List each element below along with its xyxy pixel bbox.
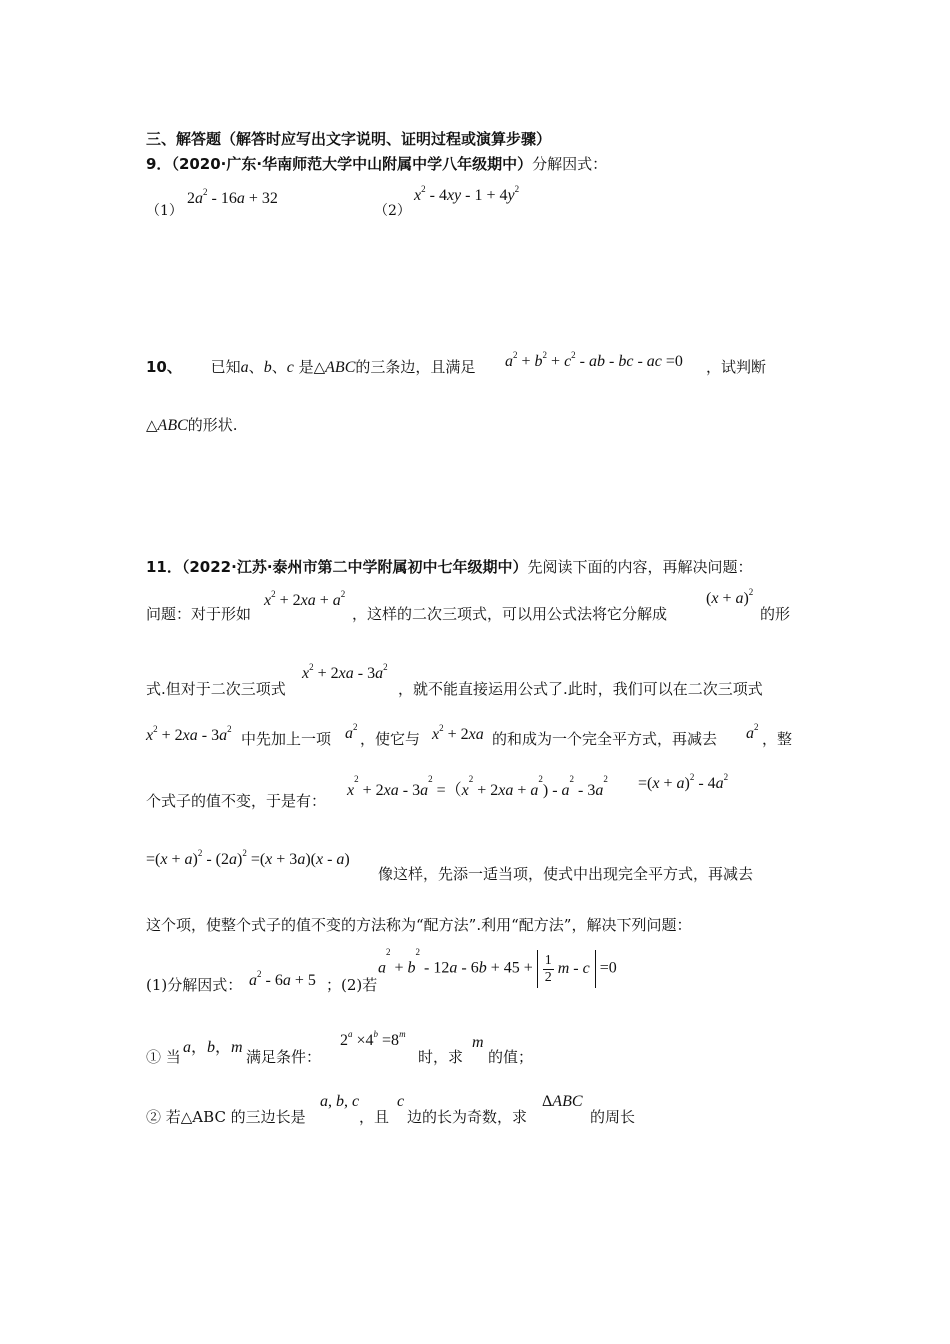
q11-line5-a: 像这样，先添一适当项，使式中出现完全平方式，再减去 bbox=[378, 865, 754, 883]
q11-case2-c-var: c bbox=[397, 1093, 405, 1110]
q11-part1-b: ；(2)若 bbox=[326, 976, 378, 994]
q11-case2-c: 边的长为奇数，求 bbox=[407, 1108, 528, 1126]
q9-part1-expression: $2a^2 - 16a + 32$ bbox=[187, 187, 278, 207]
absolute-value-bars: $\frac{1}{2}$ m - c bbox=[537, 950, 596, 988]
q11-part1-expression: $a^2 - 6a + 5$ bbox=[249, 969, 316, 989]
q11-case2-d: 的周长 bbox=[590, 1108, 636, 1126]
q11-case1-b: 满足条件： bbox=[246, 1048, 322, 1066]
q11-case1-d: 的值； bbox=[488, 1048, 534, 1066]
q11-case1-equation: $2^a \times 4^b =8^m$ bbox=[340, 1029, 406, 1049]
question-9-header bbox=[146, 153, 607, 174]
q11-case2-sides: a, b, c bbox=[320, 1093, 360, 1110]
q11-line1-c: 的形 bbox=[760, 605, 791, 623]
question-10-line2: △ABC的形状. bbox=[146, 416, 238, 434]
q11-line2-a: 式.但对于二次三项式 bbox=[146, 680, 286, 698]
q11-line3-d: ，整 bbox=[762, 730, 793, 748]
fraction-one-half: $\frac{1}{2}$ bbox=[544, 952, 552, 985]
q11-line3-c: 的和成为一个完全平方式，再减去 bbox=[492, 730, 718, 748]
q11-line3-a: 中先加上一项 bbox=[241, 730, 332, 748]
q11-derivation-step2: $=(x + a)^2 - 4a^2$ bbox=[638, 772, 729, 792]
q11-part2-condition: $a^2 + b^2 - 12a - 6b + 45$ + $\frac{1}{2}$ m - c =0 bbox=[378, 950, 617, 988]
question-11-header bbox=[146, 556, 753, 577]
q11-case1-c: 时，求 bbox=[418, 1048, 464, 1066]
q10-text: 的形状. bbox=[187, 416, 238, 434]
q11-expr-a-squared: $a^2$ bbox=[345, 722, 358, 742]
q11-case2-a: ② 若△ABC 的三边长是 bbox=[146, 1108, 306, 1126]
q11-part1-a: (1)分解因式： bbox=[146, 976, 243, 994]
q11-case2-triangle: ΔABC bbox=[542, 1093, 583, 1110]
q11-line6-a: 这个项，使整个式子的值不变的方法称为“配方法”.利用“配方法”，解决下列问题： bbox=[146, 916, 692, 934]
q11-line1-b: ，这样的二次三项式，可以用公式法将它分解成 bbox=[352, 605, 668, 623]
q11-case2-b: ，且 bbox=[359, 1108, 390, 1126]
q11-line4-a: 个式子的值不变，于是有： bbox=[146, 792, 327, 810]
question-11-number: 11． bbox=[146, 558, 182, 576]
q9-part2-expression: $x^2 - 4xy - 1 + 4y^2$ bbox=[414, 184, 520, 204]
q9-part1-label: （1） bbox=[146, 203, 183, 219]
question-9-source: （2020·广东·华南师范大学中山附属中学八年级期中） bbox=[171, 155, 533, 173]
question-9-number: 9． bbox=[146, 155, 172, 173]
q11-expr-x2-2xa: $x^2 + 2xa$ bbox=[432, 723, 484, 743]
question-11-source: （2022·江苏·泰州市第二中学附属初中七年级期中） bbox=[181, 558, 528, 576]
q9-part2-label: （2） bbox=[374, 203, 411, 219]
q10-text-tail: ，试判断 bbox=[706, 358, 767, 376]
q11-case1-a: ① 当 bbox=[146, 1048, 181, 1066]
q11-line3-b: ，使它与 bbox=[360, 730, 421, 748]
section-title: 三、解答题（解答时应写出文字说明、证明过程或演算步骤） bbox=[146, 130, 552, 148]
question-10-number: 10、 bbox=[146, 358, 182, 376]
q11-line1-a: 问题：对于形如 bbox=[146, 605, 252, 623]
q10-condition-equation: $a^2 + b^2 + c^2$ - ab - bc - ac =0 bbox=[505, 350, 683, 370]
q11-expr-a-squared-2: $a^2$ bbox=[746, 722, 759, 742]
question-11-intro: 先阅读下面的内容，再解决问题： bbox=[527, 558, 753, 576]
q11-line2-b: ，就不能直接运用公式了.此时，我们可以在二次三项式 bbox=[398, 680, 763, 698]
q10-text: △ bbox=[146, 416, 158, 434]
q10-text: 的三条边，且满足 bbox=[355, 358, 476, 376]
q11-expr-trinomial: $x^2 + 2xa - 3a^2$ bbox=[302, 662, 388, 682]
q10-text: 已知 bbox=[210, 358, 241, 376]
question-9-prompt: 分解因式： bbox=[532, 155, 608, 173]
q11-expr-trinomial-2: $x^2 + 2xa - 3a^2$ bbox=[146, 724, 232, 744]
q11-case1-m: m bbox=[472, 1034, 484, 1051]
q11-expr-square: $(x + a)^2$ bbox=[706, 587, 754, 607]
q11-case1-variables: a，b，m bbox=[183, 1039, 243, 1056]
q11-expr-perfect-square-form: $x^2 + 2xa + a^2$ bbox=[264, 589, 346, 609]
q11-derivation-step1: $x^2 + 2xa - 3a^2 =(x^2 + 2xa + a^2) - a^2 - 3a^2$ bbox=[347, 774, 608, 799]
q11-derivation-step3: $=(x + a)^2 - (2a)^2 =(x + 3a)(x - a)$ bbox=[146, 848, 350, 868]
q10-text: 是△ bbox=[298, 358, 326, 376]
question-10-line1: 10、 已知a、b、c 是△ABC的三条边，且满足 bbox=[146, 358, 476, 376]
